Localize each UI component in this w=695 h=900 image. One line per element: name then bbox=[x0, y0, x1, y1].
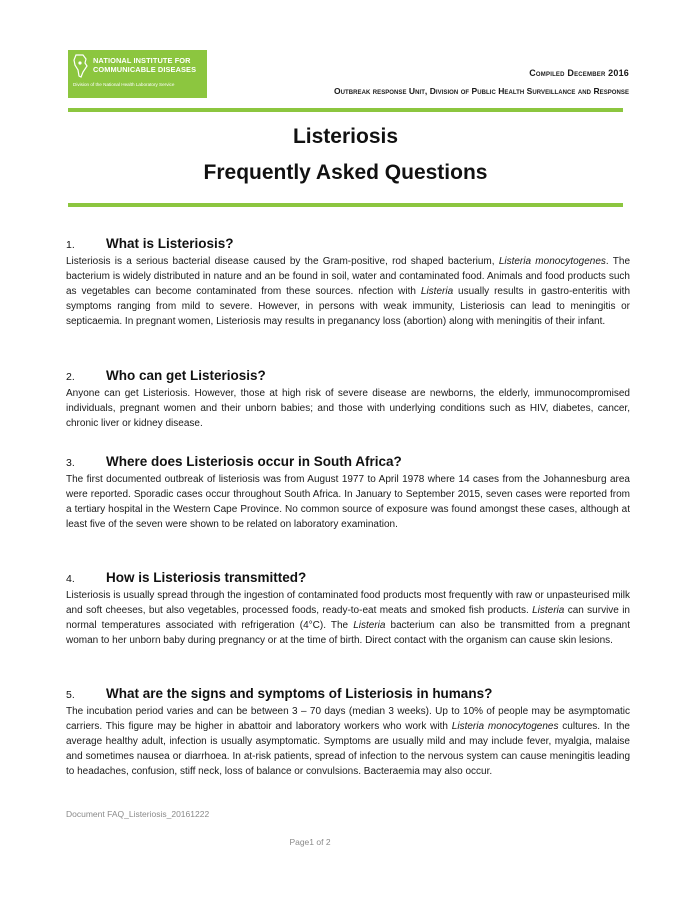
document-subtitle: Frequently Asked Questions bbox=[203, 161, 488, 184]
answer-text: Listeriosis is a serious bacterial disease caused by the Gram-positive, rod shaped bacterium, Listeria monocytogenes. The bacterium is widely distributed in nature and an be found in soil, water and contaminated food. Animals and food products such as vegetables can become contaminated from these sources. nfection with Listeria usually results in gastro-enteritis with symptoms ranging from mild to severe. However, in persons with weak immunity, Listeriosis can lead to meningitis or septicaemia. In pregnant women, Listeriosis may results in preganancy loss (abortion) along with meningitis of their infant. bbox=[66, 256, 631, 327]
unit-name: Outbreak response Unit, Division of Public Health Surveillance and Response bbox=[334, 86, 629, 96]
page-number: Page1 of 2 bbox=[289, 837, 331, 847]
logo-institute-name bbox=[93, 56, 196, 74]
question-number: 4. bbox=[66, 573, 75, 585]
question-text: Where does Listeriosis occur in South Africa? bbox=[106, 454, 402, 469]
logo-subtitle: Division of the National Health Laboratory Service bbox=[73, 82, 175, 87]
question-text: What are the signs and symptoms of Listeriosis in humans? bbox=[106, 686, 493, 701]
question-heading bbox=[66, 236, 630, 251]
logo-name-line2: COMMUNICABLE DISEASES bbox=[93, 65, 197, 74]
faq-section-1 bbox=[66, 236, 630, 329]
document-title: Listeriosis bbox=[292, 125, 399, 148]
question-text: Who can get Listeriosis? bbox=[106, 368, 266, 383]
question-heading bbox=[66, 368, 630, 383]
answer-text: The incubation period varies and can be between 3 – 70 days (median 3 weeks). Up to 10% of people may be asymptomatic carriers. This figure may be higher in abattoir and laboratory workers who work with Listeria monocytogenes cultures. In the average healthy adult, infection is usually asymptomatic. Symptoms are usually mild and may include fever, myalgia, malaise and sometimes nausea or diarrhoea. In at-risk patients, spread of infection to the nervous system can cause meningitis leading to headaches, confusion, stiff neck, loss of balance or convulsions. Bacteraemia may also occur. bbox=[66, 706, 630, 777]
question-heading bbox=[66, 454, 630, 469]
question-number: 2. bbox=[66, 371, 75, 383]
question-heading bbox=[66, 686, 630, 701]
logo-name-line1: NATIONAL INSTITUTE FOR bbox=[93, 56, 191, 65]
question-number: 5. bbox=[66, 689, 75, 701]
document-id: Document FAQ_Listeriosis_20161222 bbox=[66, 809, 210, 819]
answer-text: Listeriosis is usually spread through the ingestion of contaminated food products most frequently with raw or unpasteurised milk and soft cheeses, but also vegetables, processed foods, ready-to-eat meats and smoked fish products. Listeria can survive in normal temperatures associated with refrigeration (4°C). The Listeria bacterium can also be transmitted from a pregnant woman to her unborn baby during pregnancy or at the time of birth. Direct contact with the organism can cause skin lesions. bbox=[66, 590, 630, 646]
question-number: 3. bbox=[66, 457, 75, 469]
answer-text: The first documented outbreak of listeriosis was from August 1977 to April 1978 where 14 cases from the Johannesburg area were reported. Sporadic cases occur throughout South Africa. In January to September 2015, seven cases were reported from a tertiary hospital in the Western Cape Province. No common source of exposure was found amongst these cases, although at least five of the seven were shown to be related on laboratory examination. bbox=[66, 474, 630, 530]
question-number: 1. bbox=[66, 239, 75, 251]
question-text: What is Listeriosis? bbox=[106, 236, 234, 251]
faq-section-5 bbox=[66, 686, 630, 779]
compiled-date: Compiled December 2016 bbox=[529, 68, 629, 78]
africa-map-icon bbox=[73, 54, 88, 78]
answer-text: Anyone can get Listeriosis. However, those at high risk of severe disease are newborns, the elderly, immunocompromised individuals, pregnant women and their unborn babies; and those with underlying conditions such as HIV, diabetes, cancer, chronic liver or kidney disease. bbox=[66, 388, 630, 429]
title-divider bbox=[68, 203, 623, 207]
question-text: How is Listeriosis transmitted? bbox=[106, 570, 307, 585]
top-divider bbox=[68, 108, 623, 112]
faq-section-3 bbox=[66, 454, 630, 532]
faq-section-2 bbox=[66, 368, 630, 431]
faq-section-4 bbox=[66, 570, 630, 648]
nicd-logo bbox=[68, 50, 207, 98]
question-heading bbox=[66, 570, 630, 585]
